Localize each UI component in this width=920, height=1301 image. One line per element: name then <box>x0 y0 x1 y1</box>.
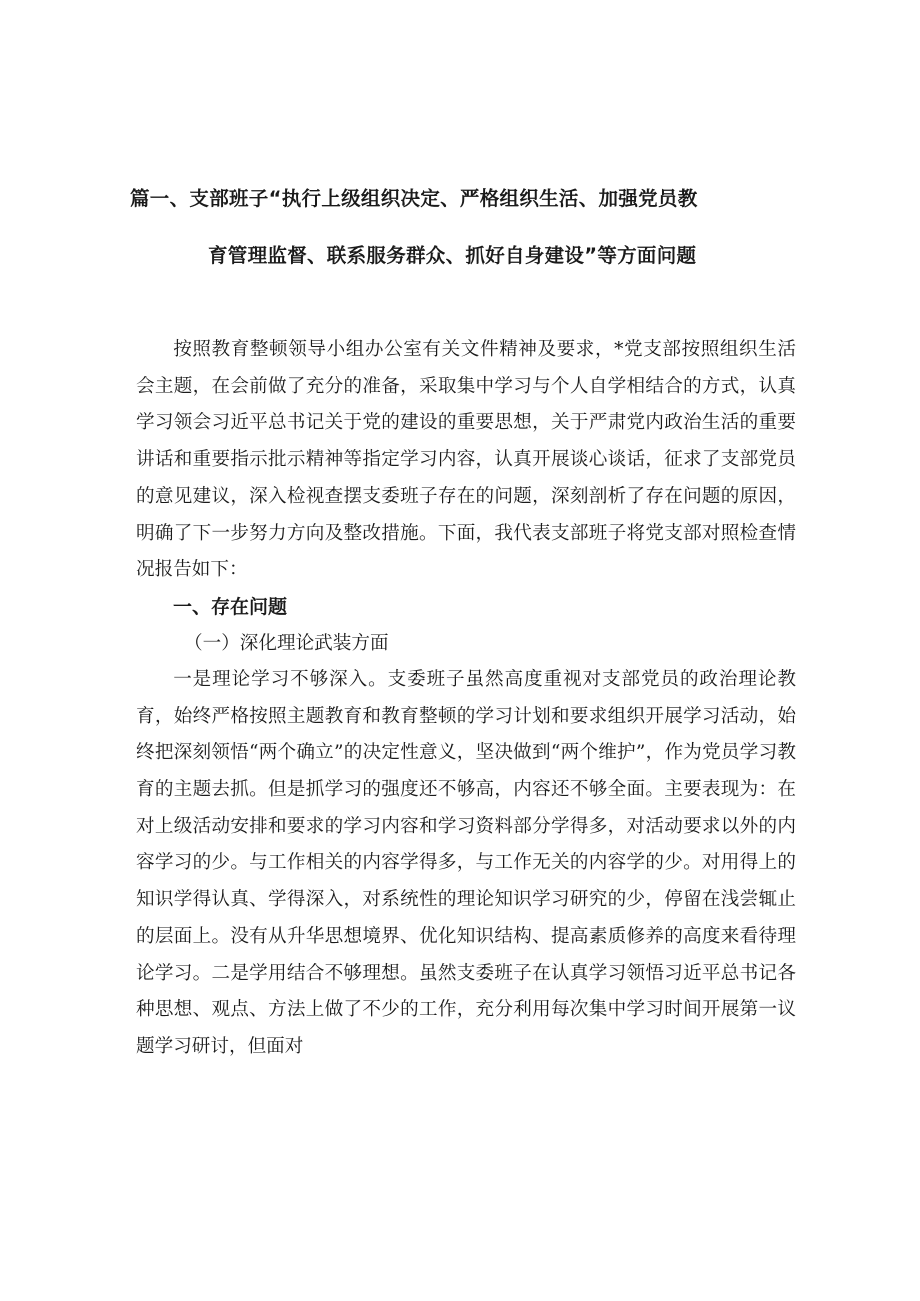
subsection-heading-theory: （一）深化理论武装方面 <box>184 632 389 654</box>
document-body <box>136 332 796 1066</box>
title-line-2: 育管理监督、联系服务群众、抓好自身建设”等方面问题 <box>208 244 697 267</box>
body-paragraph-1: 一是理论学习不够深入。支委班子虽然高度重视对支部党员的政治理论教育，始终严格按照主题教育和教育整顿的学习计划和要求组织开展学习活动，始终把深刻领悟“两个确立”的决定性意义，坚决做到“两个维护”，作为党员学习教育的主题去抓。但是抓学习的强度还不够高，内容还不够全面。主要表现为：在对上级活动安排和要求的学习内容和学习资料部分学得多，对活动要求以外的内容学习的少。与工作相关的内容学得多，与工作无关的内容学的少。对用得上的知识学得认真、学得深入，对系统性的理论知识学习研究的少，停留在浅尝辄止的层面上。没有从升华思想境界、优化知识结构、提高素质修养的高度来看待理论学习。二是学用结合不够理想。虽然支委班子在认真学习领悟习近平总书记各种思想、观点、方法上做了不少的工作，充分利用每次集中学习时间开展第一议题学习研讨，但面对 <box>136 668 796 1057</box>
document-title <box>130 170 810 284</box>
section-heading-problems: 一、存在问题 <box>173 595 288 618</box>
title-line-1: 篇一、支部班子“执行上级组织决定、严格组织生活、加强党员教 <box>130 187 698 210</box>
intro-paragraph: 按照教育整顿领导小组办公室有关文件精神及要求，*党支部按照组织生活会主题，在会前做了充分的准备，采取集中学习与个人自学相结合的方式，认真学习领会习近平总书记关于党的建设的重要思想，关于严肃党内政治生活的重要讲话和重要指示批示精神等指定学习内容，认真开展谈心谈话，征求了支部党员的意见建议，深入检视查摆支委班子存在的问题，深刻剖析了存在问题的原因，明确了下一步努力方向及整改措施。下面，我代表支部班子将党支部对照检查情况报告如下： <box>136 339 796 581</box>
